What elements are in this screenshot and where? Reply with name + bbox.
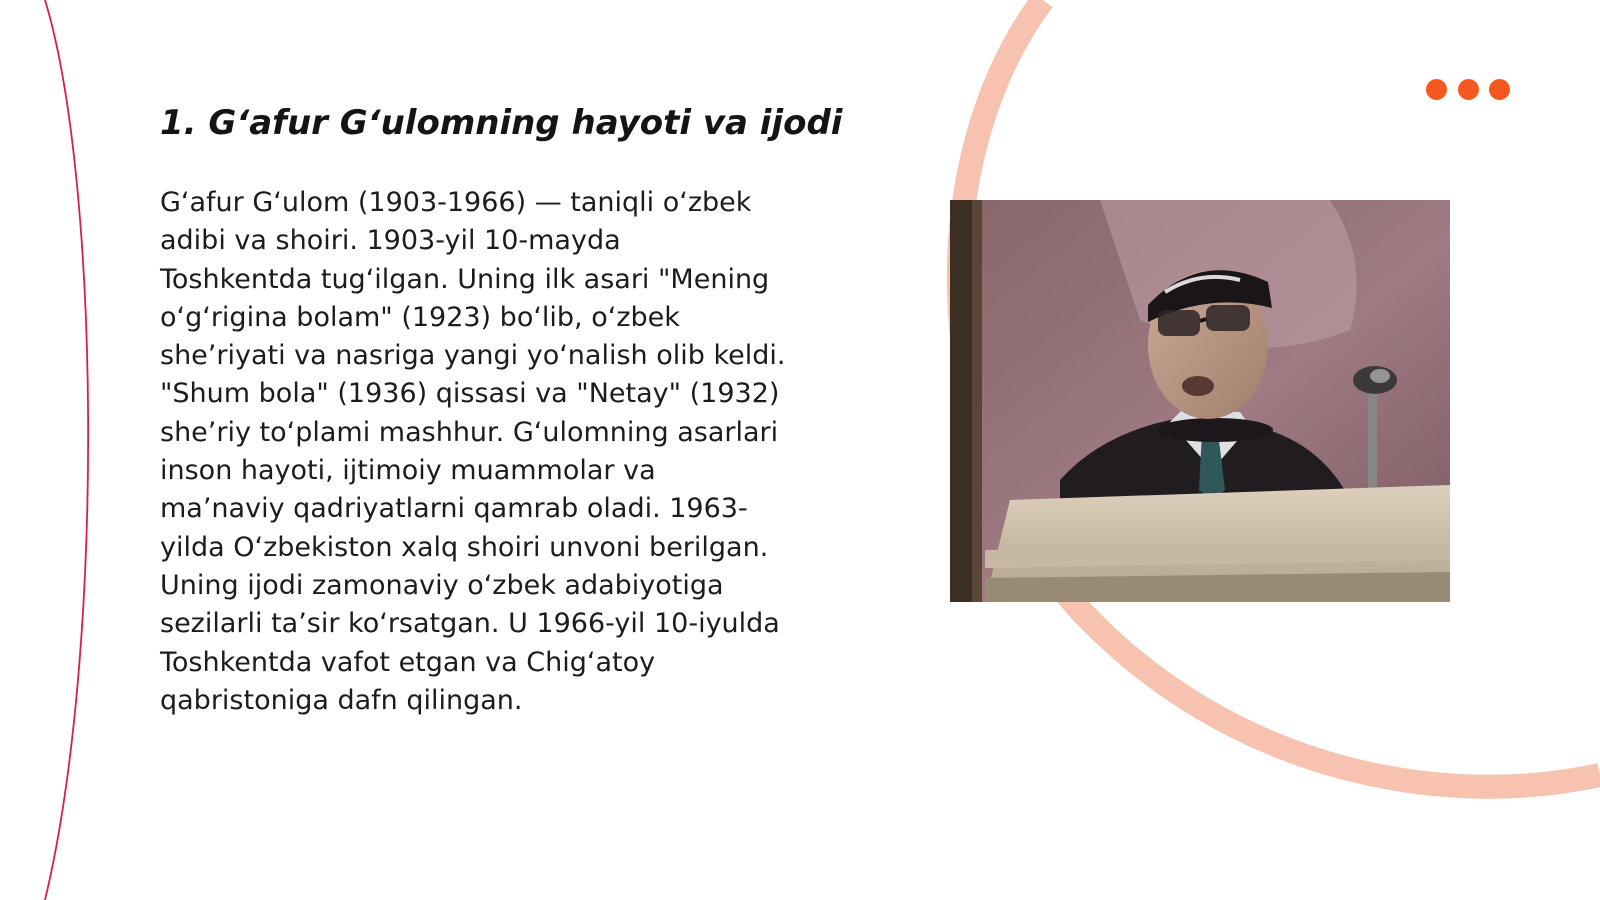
slide-body-text: G‘afur G‘ulom (1903-1966) — taniqli o‘zbek adibi va shoiri. 1903-yil 10-mayda Toshkentda tug‘ilgan. Uning ilk asari "Mening o‘g‘rigina bolam" (1923) bo‘lib, o‘zbek she’riyati va nasriga yangi yo‘nalish olib keldi. "Shum bola" (1936) qissasi va "Netay" (1932) she’riy to‘plami mashhur. G‘ulomning asarlari inson hayoti, ijtimoiy muammolar va ma’naviy qadriyatlarni qamrab oladi. 1963- yilda O‘zbekiston xalq shoiri unvoni berilgan. Uning ijodi zamonaviy o‘zbek adabiyotiga sezilarli ta’sir ko‘rsatgan. U 1966-yil 10-iyulda Toshkentda vafot etgan va Chig‘atoy qabristoniga dafn qilingan. — [160, 187, 786, 716]
portrait-photo — [950, 200, 1450, 602]
dot — [1458, 79, 1479, 100]
slide-title: 1. G‘afur G‘ulomning hayoti va ijodi — [160, 103, 843, 143]
dot — [1426, 79, 1447, 100]
left-curve-line — [45, 0, 88, 900]
three-dots-icon[interactable] — [1426, 79, 1512, 101]
dot — [1489, 79, 1510, 100]
